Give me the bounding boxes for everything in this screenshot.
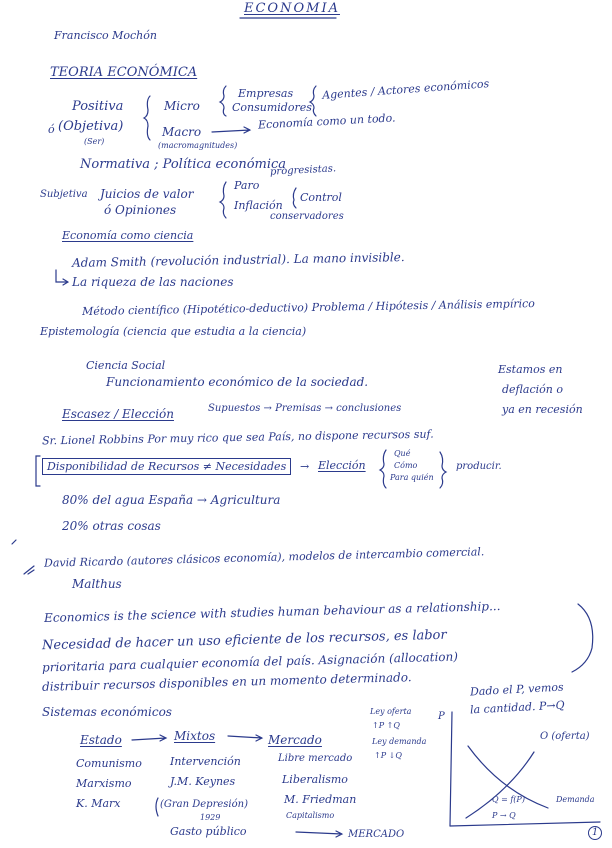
macro-sub: (macromagnitudes) — [158, 141, 238, 150]
necesidad-line-1: Necesidad de hacer un uso eficiente de los recursos, es labor — [41, 627, 447, 654]
malthus-line: Malthus — [72, 577, 122, 591]
section-teoria-economica: TEORIA ECONÓMICA — [50, 65, 198, 80]
axis-vertical — [450, 712, 452, 826]
page-number: 1 — [588, 826, 602, 840]
epistemologia-line: Epistemología (ciencia que estudia a la ciencia) — [40, 325, 307, 338]
supuestos-line: Supuestos → Premisas → conclusiones — [208, 403, 402, 414]
progresistas-label: progresistas. — [269, 163, 337, 178]
ley-oferta: Ley oferta — [370, 707, 412, 716]
marxismo: Marxismo — [76, 777, 132, 790]
inflacion-label: Inflación — [234, 199, 283, 212]
funcionamiento-line: Funcionamiento económico de la sociedad. — [106, 375, 369, 389]
arrow-estado-mixtos — [132, 735, 166, 741]
qfp-label: Q = f(P) — [492, 795, 525, 804]
pq-label: P → Q — [492, 811, 516, 820]
control-label: Control — [300, 191, 342, 204]
producir-label: producir. — [456, 461, 502, 472]
gasto-publico: Gasto público — [170, 825, 247, 838]
ley-demanda-pq: ↑P ↓Q — [374, 751, 402, 760]
subjetiva-label: Subjetiva — [40, 189, 88, 200]
margin-mark-2 — [24, 566, 34, 574]
agentes-label: Agentes / Actores económicos — [321, 77, 490, 102]
libre-mercado: Libre mercado — [278, 753, 353, 764]
right-bracket — [572, 604, 593, 672]
que-label: Qué — [394, 449, 411, 458]
normativa-label: Normativa ; Política económica — [80, 157, 287, 172]
brace-empresas — [310, 86, 316, 116]
ricardo-line: David Ricardo (autores clásicos economía), modelos de intercambio comercial. — [43, 545, 485, 570]
opiniones-label: ó Opiniones — [104, 203, 177, 217]
objetiva-sub: (Ser) — [84, 137, 105, 146]
keynes: J.M. Keynes — [170, 775, 236, 788]
macro-label: Macro — [162, 125, 202, 139]
dado-p-line: Dado el P, vemos — [469, 680, 564, 699]
brace-control — [293, 188, 296, 208]
axis-horizontal — [450, 822, 600, 826]
arrow-riqueza — [56, 270, 68, 285]
gran-depresion: (Gran Depresión) — [160, 799, 248, 810]
disponibilidad-text: Disponibilidad de Recursos ≠ Necesidades — [47, 460, 287, 473]
brace-positiva — [144, 96, 150, 140]
comunismo: Comunismo — [76, 757, 142, 770]
estado-heading: Estado — [80, 733, 122, 747]
estamos-line-2: deflación o — [502, 383, 563, 396]
conservadores-label: conservadores — [270, 211, 344, 222]
arrow-macro — [212, 127, 250, 133]
economia-todo: Economía como un todo. — [257, 111, 396, 132]
bracket-gran-depresion — [156, 798, 158, 816]
objetiva-prefix: ó — [48, 123, 55, 136]
brace-que — [380, 450, 386, 488]
necesidad-line-2: prioritaria para cualquier economía del país. Asignación (allocation) — [41, 649, 459, 675]
liberalismo: Liberalismo — [282, 773, 348, 786]
mixtos-heading: Mixtos — [174, 729, 216, 743]
mercado-heading: Mercado — [268, 733, 322, 747]
capitalismo: Capitalismo — [286, 811, 335, 820]
arrow-mercado — [296, 831, 342, 837]
riqueza-line: La riqueza de las naciones — [72, 275, 234, 289]
arrow-eleccion: → — [300, 460, 310, 473]
ciencia-social: Ciencia Social — [86, 359, 166, 372]
page-title: ECONOMIA — [244, 1, 340, 16]
supply-curve — [466, 752, 534, 818]
objetiva-label: (Objetiva) — [58, 119, 124, 134]
robbins-line: Sr. Lionel Robbins Por muy rico que sea País, no dispone recursos suf. — [41, 427, 434, 448]
estamos-line-1: Estamos en — [498, 363, 563, 376]
paraquien-label: Para quién — [390, 473, 434, 482]
arrow-mixtos-mercado — [228, 735, 262, 741]
brace-juicios — [220, 182, 226, 218]
ley-demanda: Ley demanda — [372, 737, 427, 746]
axis-p-label: P — [438, 711, 445, 722]
year-1929: 1929 — [200, 813, 221, 822]
otras-line: 20% otras cosas — [62, 519, 161, 533]
author-name: Francisco Mochón — [54, 29, 157, 42]
ley-oferta-pq: ↑P ↑Q — [372, 721, 400, 730]
consumidores-label: Consumidores — [232, 101, 312, 114]
economics-line: Economics is the science with studies human behaviour as a relationship... — [43, 599, 501, 625]
estamos-line-3: ya en recesión — [502, 403, 583, 416]
adam-smith-line: Adam Smith (revolución industrial). La mano invisible. — [71, 250, 405, 270]
metodo-line: Método científico (Hipotético-deductivo) Problema / Hipótesis / Análisis empírico — [81, 297, 535, 318]
intervencion: Intervención — [170, 755, 241, 768]
positiva-label: Positiva — [72, 99, 124, 114]
margin-mark — [12, 540, 16, 544]
micro-label: Micro — [164, 99, 200, 113]
paro-label: Paro — [234, 179, 260, 192]
empresas-label: Empresas — [238, 87, 294, 100]
friedman: M. Friedman — [284, 793, 357, 806]
demanda-curve-label: Demanda — [556, 795, 595, 804]
como-label: Cómo — [394, 461, 418, 470]
brace-que-right — [440, 452, 446, 488]
mercado-bottom: MERCADO — [348, 829, 405, 840]
sistemas-line: Sistemas económicos — [42, 705, 172, 719]
ciencia-heading: Economía como ciencia — [62, 229, 194, 242]
brace-micro — [220, 86, 226, 116]
distribuir-line: distribuir recursos disponibles en un momento determinado. — [41, 670, 412, 694]
eleccion-label: Elección — [318, 459, 366, 472]
oferta-curve-label: O (oferta) — [540, 731, 590, 742]
agua-line: 80% del agua España → Agricultura — [62, 493, 281, 507]
juicios-label: Juicios de valor — [100, 187, 194, 201]
bracket-left — [36, 456, 40, 486]
escasez-heading: Escasez / Elección — [62, 407, 174, 421]
kmarx: K. Marx — [76, 797, 121, 810]
demand-curve — [468, 746, 548, 808]
cantidad-line: la cantidad. P→Q — [469, 698, 565, 717]
